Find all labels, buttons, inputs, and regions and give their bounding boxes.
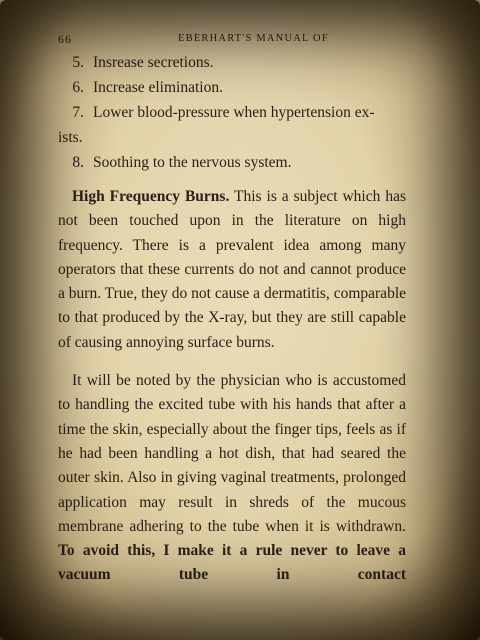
list-item bbox=[58, 100, 406, 150]
book-page bbox=[58, 28, 406, 588]
list-item-number: 5. bbox=[72, 54, 84, 71]
effects-list bbox=[58, 50, 406, 175]
list-item-number: 8. bbox=[72, 154, 84, 171]
list-item-text: Soothing to the nervous system. bbox=[93, 154, 292, 171]
list-item bbox=[58, 75, 406, 100]
running-title: EBERHART'S MANUAL OF bbox=[178, 33, 329, 44]
list-item-text: Insrease secretions. bbox=[93, 54, 214, 71]
section-heading: High Frequency Burns. bbox=[72, 188, 230, 205]
paragraph-burns bbox=[58, 185, 406, 355]
paragraph-bold-text: To avoid this, I make it a rule never to leave a vacuum tube in contact bbox=[58, 542, 406, 584]
list-item bbox=[58, 50, 406, 75]
list-item-continuation: ists. bbox=[58, 129, 83, 146]
list-item-text: Increase elimination. bbox=[93, 79, 223, 96]
list-item-number: 7. bbox=[72, 104, 84, 121]
running-head bbox=[58, 28, 406, 50]
list-item-number: 6. bbox=[72, 79, 84, 96]
list-item bbox=[58, 150, 406, 175]
paragraph-text: It will be noted by the physician who is accustomed to handling the excited tube with his hands that after a time the skin, especially about the finger tips, feels as if he had been handling a hot dish, that had seared the outer skin. Also in giving vaginal treatments, prolonged application may result in shreds of the mucous membrane adhering to the tube when it is withdrawn. bbox=[58, 372, 406, 535]
paragraph-text: This is a subject which has not been touched upon in the literature on high frequency. There is a prevalent idea among many operators that these currents do not and cannot produce a burn. True, they do not cause a dermatitis, comparable to that produced by the X-ray, but they are still capable of causing annoying surface burns. bbox=[58, 188, 406, 351]
list-item-text: Lower blood-pressure when hypertension ex- bbox=[93, 104, 375, 121]
page-number: 66 bbox=[58, 32, 72, 46]
paragraph-handling bbox=[58, 369, 406, 588]
